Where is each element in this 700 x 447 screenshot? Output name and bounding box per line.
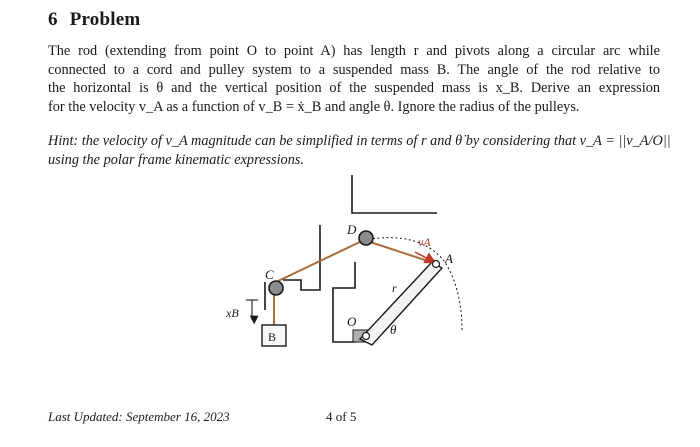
page-number: 4 of 5 bbox=[326, 409, 357, 424]
section-title: Problem bbox=[69, 9, 141, 30]
last-updated: Last Updated: September 16, 2023 bbox=[48, 409, 230, 424]
problem-line: for the velocity v_A as a function of v_B = ẋ_B and angle θ. Ignore the radius of the pulleys. bbox=[48, 98, 580, 115]
label-theta: θ bbox=[390, 322, 397, 337]
label-r: r bbox=[392, 281, 397, 295]
problem-line: connected to a cord and pulley system to a suspended mass B. The angle of the rod relative to bbox=[48, 61, 660, 78]
label-c: C bbox=[265, 267, 274, 282]
pivot-o bbox=[363, 333, 370, 340]
pulley-c bbox=[269, 281, 283, 295]
section-number: 6 bbox=[48, 9, 58, 30]
problem-line: the horizontal is θ and the vertical position of the suspended mass is x_B. Derive an expression bbox=[48, 80, 660, 97]
pulley-d bbox=[359, 231, 373, 245]
label-a: A bbox=[445, 251, 453, 266]
cord bbox=[274, 240, 434, 325]
problem-line: The rod (extending from point O to point A) has length r and pivots along a circular arc while bbox=[48, 43, 660, 59]
joint-a bbox=[433, 261, 440, 268]
label-o: O bbox=[347, 314, 357, 329]
label-xB: xB bbox=[226, 306, 239, 320]
label-vA: vA bbox=[418, 235, 431, 249]
label-b: B bbox=[268, 330, 277, 344]
label-d: D bbox=[347, 222, 357, 237]
hint-line: Hint: the velocity of v_A magnitude can be simplified in terms of r and θ̇ by considering that v_A = ||v_A/O|| bbox=[48, 133, 671, 149]
hint-line: using the polar frame kinematic expressions. bbox=[48, 151, 304, 168]
rod bbox=[360, 262, 442, 345]
